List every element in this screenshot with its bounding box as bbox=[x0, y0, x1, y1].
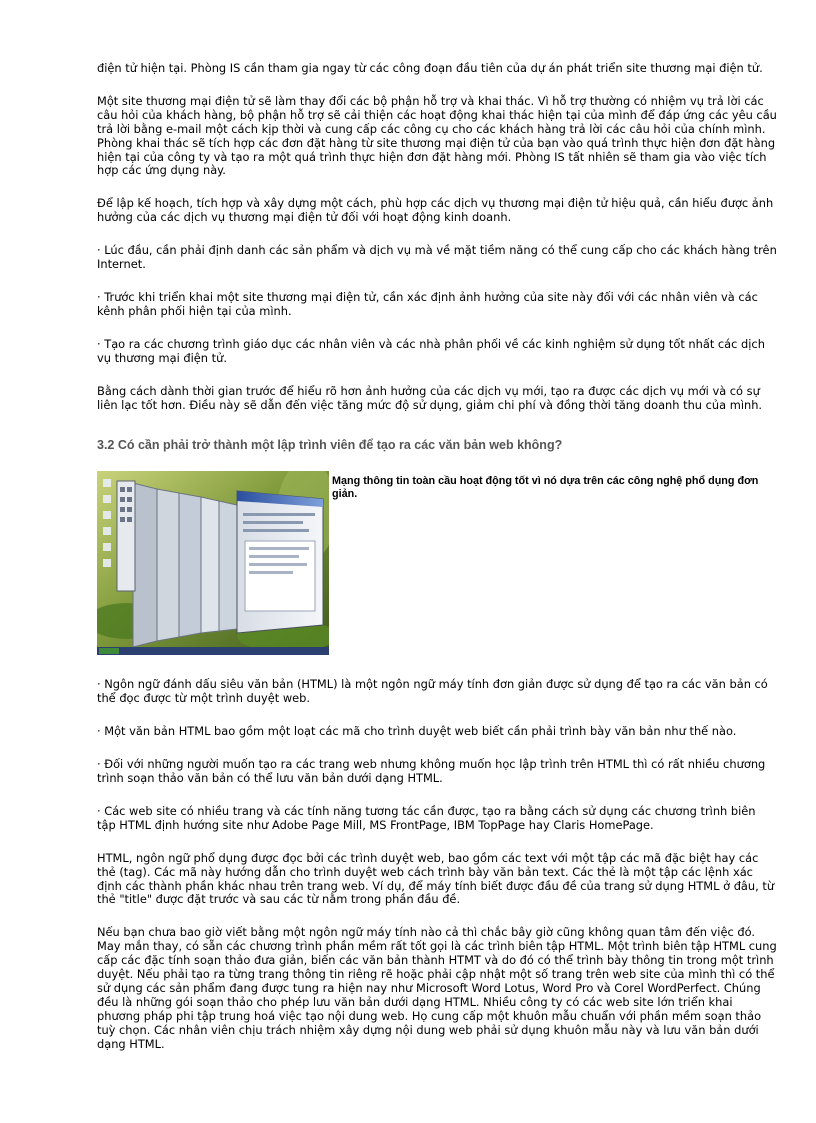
bullet-identify-products: · Lúc đầu, cần phải định danh các sản phẩm và dịch vụ mà về mặt tiềm năng có thể cung cấp cho các khách hàng trên Internet. bbox=[97, 243, 777, 272]
paragraph-html-tags: HTML, ngôn ngữ phổ dụng được đọc bởi các trình duyệt web, bao gồm các text với một tập các mã đặc biệt hay các thẻ (tag). Các mã này hướng dẫn cho trình duyệt web cách trình bày văn bản text. Các thẻ là một tập các lệnh xác định các thành phần khác nhau trên trang web. Ví dụ, để máy tính biết được đầu đề của trang sử dụng HTML ở đâu, từ thẻ "title" được đặt trước và sau các từ nằm trong phần đầu đề. bbox=[97, 850, 775, 907]
figure-caption: Mạng thông tin toàn cầu hoạt động tốt vì nó dựa trên các công nghệ phổ dụng đơn giản. bbox=[332, 475, 759, 501]
bullet-site-editors: · Các web site có nhiều trang và các tính năng tương tác cần được, tạo ra bằng cách sử dụng các chương trình biên tập HTML định hướng site như Adobe Page Mill, MS FrontPage, IBM TopPage hay Claris HomePage. bbox=[97, 803, 756, 832]
bullet-before-deploy: · Trước khi triển khai một site thương mại điện tử, cần xác định ảnh hưởng của site này đối với các nhân viên và các kênh phân phối hiện tại của mình. bbox=[97, 289, 758, 318]
desktop-screenshot-image bbox=[97, 471, 329, 655]
paragraph-continuation: điện tử hiện tại. Phòng IS cần tham gia ngay từ các công đoạn đầu tiên của dự án phát triển site thương mại điện tử. bbox=[97, 61, 763, 75]
bullet-education: · Tạo ra các chương trình giáo dục các nhân viên và các nhà phân phối về các kinh nghiệm sử dụng tốt nhất các dịch vụ thương mại điện tử. bbox=[97, 336, 765, 365]
bullet-html-definition: · Ngôn ngữ đánh dấu siêu văn bản (HTML) là một ngôn ngữ máy tính đơn giản được sử dụng để tạo ra các văn bản có thể đọc được từ một trình duyệt web. bbox=[97, 677, 768, 706]
bullet-html-editors: · Đối với những người muốn tạo ra các trang web nhưng không muốn học lập trình trên HTML thì có rất nhiều chương trình soạn thảo văn bản có thể lưu văn bản dưới dạng HTML. bbox=[97, 757, 766, 786]
paragraph-html-editors-detail: Nếu bạn chưa bao giờ viết bằng một ngôn ngữ máy tính nào cả thì chắc bây giờ cũng không quan tâm đến việc đó. May mắn thay, có sẵn các chương trình phần mềm rất tốt gọi là các trình biên tập HTML. Một trình biên tập HTML cung cấp các đặc tính soạn thảo đưa giản, biến các văn bản thành HTMT và do đó có thể trình bày thông tin trong một trình duyệt. Nếu phải tạo ra từng trang thông tin riêng rẽ hoặc phải cập nhật một số trang trên web site của mình thì có thể sử dụng các sản phẩm đang được tung ra hiện nay như Microsoft Word Lotus, Word Pro và Corel WordPerfect. Chúng đều là những gói soạn thảo cho phép lưu văn bản dưới dạng HTML. Nhiều công ty có các web site lớn triển khai phương pháp phi tập trung hoá việc tạo nội dung web. Họ cung cấp một khuôn mẫu chuẩn với phần mềm soạn thảo tuỳ chọn. Các nhân viên chịu trách nhiệm xây dựng nội dung web phải sử dụng khuôn mẫu này và lưu văn bản dưới dạng HTML. bbox=[97, 925, 777, 1051]
bullet-html-codes: · Một văn bản HTML bao gồm một loạt các mã cho trình duyệt web biết cần phải trình bày văn bản như thế nào. bbox=[97, 724, 737, 739]
figure-row bbox=[97, 471, 777, 655]
paragraph-support-departments: Một site thương mại điện tử sẽ làm thay đổi các bộ phận hỗ trợ và khai thác. Vì hỗ trợ thường có nhiệm vụ trả lời các câu hỏi của khách hàng, bộ phận hỗ trợ sẽ cải thiện các hoạt động khai thác hiện tại của mình để đáp ứng các yêu cầu trả lời bằng e-mail một cách kịp thời và cung cấp các công cụ cho các khách hàng trả lời các câu hỏi của chính mình. Phòng khai thác sẽ tích hợp các đơn đặt hàng từ site thương mại điện tử của bạn vào quá trình thực hiện đơn đặt hàng hiện tại của công ty và tạo ra một quá trình thực hiện đơn đặt hàng mới. Phòng IS tất nhiên sẽ tham gia vào việc tích hợp các ứng dụng này. bbox=[97, 93, 777, 178]
paragraph-planning: Để lập kế hoạch, tích hợp và xây dựng một cách, phù hợp các dịch vụ thương mại điện tử hiệu quả, cần hiểu được ảnh hưởng của các dịch vụ thương mại điện tử đối với hoạt động kinh doanh. bbox=[97, 196, 774, 225]
paragraph-time-investment: Bằng cách dành thời gian trước để hiểu rõ hơn ảnh hưởng của các dịch vụ mới, tạo ra được các dịch vụ mới và có sự liên lạc tốt hơn. Điều này sẽ dẫn đến việc tăng mức độ sử dụng, giảm chi phí và đồng thời tăng doanh thu của mình. bbox=[97, 383, 763, 412]
document-page bbox=[97, 62, 777, 1052]
section-heading: 3.2 Có cần phải trở thành một lập trình viên để tạo ra các văn bản web không? bbox=[97, 438, 563, 453]
